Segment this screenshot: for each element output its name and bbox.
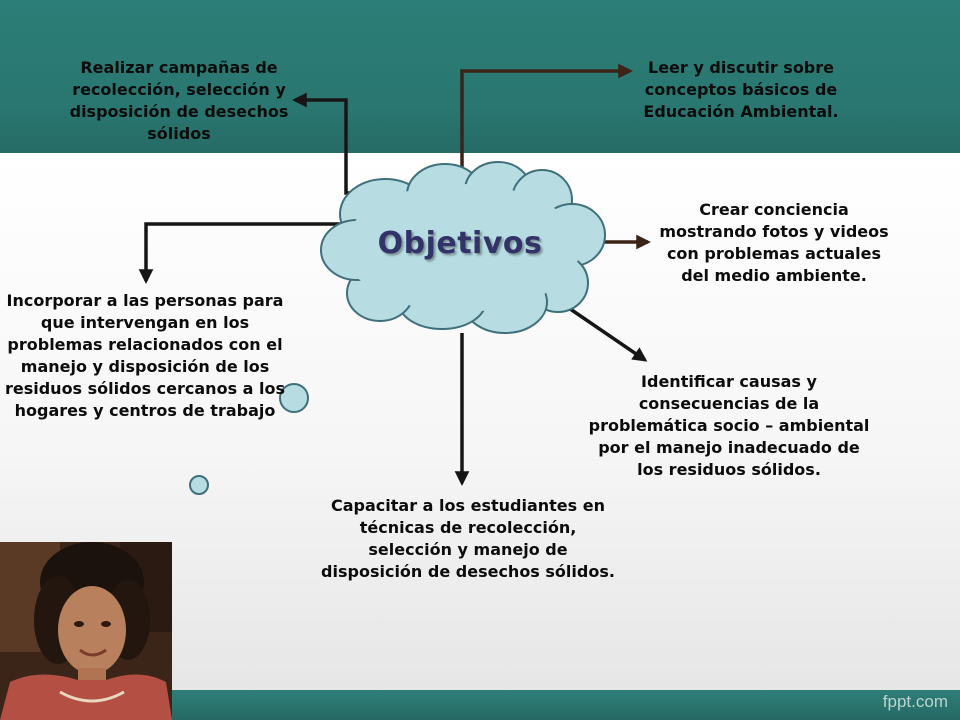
arrow-left [146,224,345,281]
arrow-top-left [295,100,362,193]
objective-bottom: Capacitar a los estudiantes en técnicas de recolección, selección y manejo de disposición de desechos sólidos. [321,496,615,581]
person-photo [0,542,172,720]
objective-top-left: Realizar campañas de recolección, selección y disposición de desechos sólidos [69,58,289,143]
objective-left: Incorporar a las personas para que intervengan en los problemas relacionados con el manejo y disposición de los residuos sólidos cercanos a los hogares y centros de trabajo [4,291,286,420]
footer-brand: fppt.com [882,692,948,711]
objective-lower-right: Identificar causas y consecuencias de la problemática socio – ambiental por el manejo inadecuado de los residuos sólidos. [588,372,870,479]
objective-right: Crear conciencia mostrando fotos y videos con problemas actuales del medio ambiente. [659,200,889,285]
center-label: Objetivos [377,226,543,261]
thought-bubble-small [190,476,208,494]
arrow-lower-right [560,302,645,360]
objective-top-right: Leer y discutir sobre conceptos básicos de Educación Ambiental. [643,58,839,121]
